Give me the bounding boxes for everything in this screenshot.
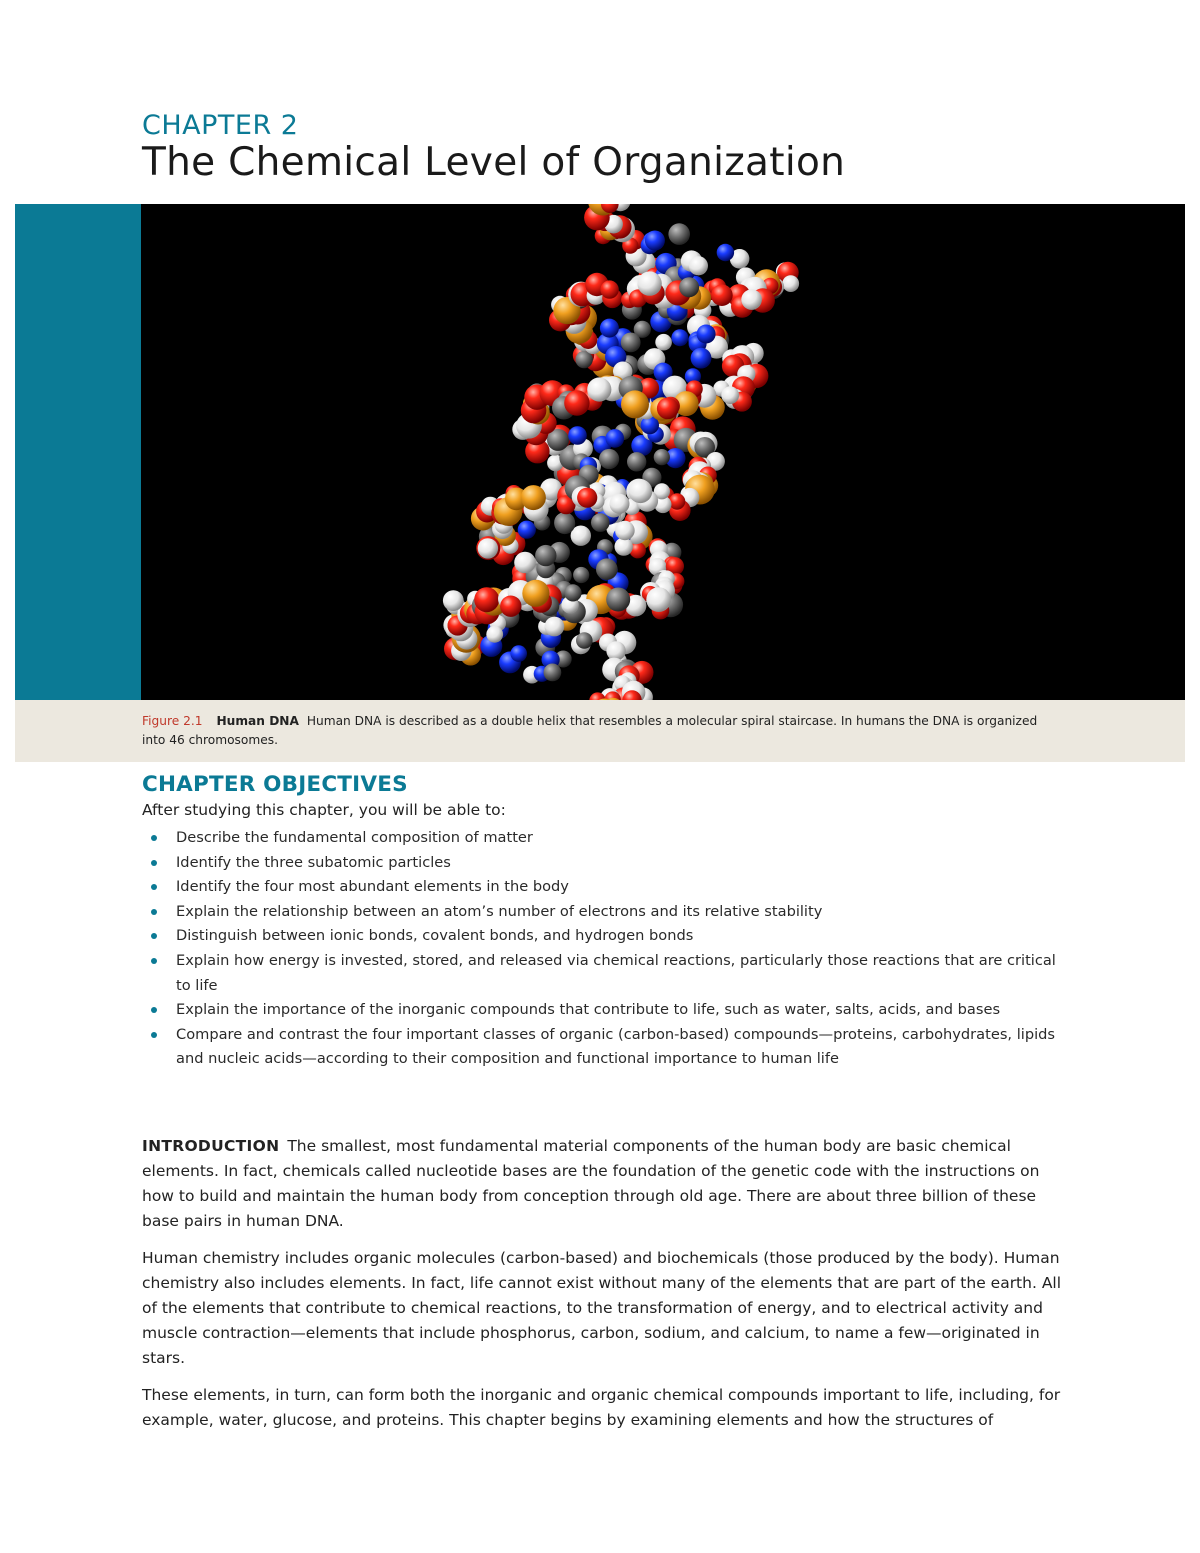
hydrogen-atom bbox=[587, 377, 611, 401]
nitrogen-atom bbox=[600, 319, 619, 338]
hydrogen-atom bbox=[655, 334, 672, 351]
bullet-icon bbox=[151, 835, 157, 841]
objective-text: Compare and contrast the four important classes of organic (carbon-based) compounds—proteins, carbohydrates, lipids and nucleic acids—according to their composition and functional importance to human life bbox=[176, 1025, 1056, 1068]
hydrogen-atom bbox=[689, 256, 708, 275]
objective-item bbox=[142, 851, 1062, 876]
objective-item bbox=[142, 875, 1062, 900]
nitrogen-atom bbox=[510, 645, 527, 662]
carbon-atom bbox=[627, 452, 646, 471]
objective-item bbox=[142, 924, 1062, 949]
intro-paragraph-text: The smallest, most fundamental material components of the human body are basic chemical elements. In fact, chemicals called nucleotide bases are the foundation of the genetic code with the instructions on how to build and maintain the human body from conception through old age. There are about three billion of these base pairs in human DNA. bbox=[142, 1137, 1040, 1230]
bullet-icon bbox=[151, 958, 157, 964]
carbon-atom bbox=[544, 664, 562, 682]
oxygen-atom bbox=[600, 280, 618, 298]
carbon-atom bbox=[554, 513, 575, 534]
carbon-atom bbox=[576, 632, 593, 649]
objectives-intro: After studying this chapter, you will be able to: bbox=[142, 801, 506, 819]
body-paragraph: Human chemistry includes organic molecules (carbon-based) and biochemicals (those produced by the body). Human chemistry also includes elements. In fact, life cannot exist without many of the elements that are part of the earth. All of the elements that contribute to chemical reactions, to the transformation of energy, and to electrical activity and muscle contraction—elements that include phosphorus, carbon, sodium, and calcium, to name a few—originated in stars. bbox=[142, 1249, 1062, 1367]
objective-item bbox=[142, 998, 1062, 1023]
objective-item bbox=[142, 826, 1062, 851]
hydrogen-atom bbox=[646, 587, 671, 612]
phosphorus-atom bbox=[522, 580, 549, 607]
oxygen-atom bbox=[577, 488, 597, 508]
objective-text: Describe the fundamental composition of matter bbox=[176, 829, 533, 846]
bullet-icon bbox=[151, 933, 157, 939]
phosphorus-atom bbox=[521, 485, 546, 510]
objective-text: Explain the importance of the inorganic compounds that contribute to life, such as water, salts, acids, and bases bbox=[176, 1001, 1001, 1019]
figure-caption bbox=[15, 700, 1185, 762]
figure-title: Human DNA bbox=[216, 714, 299, 728]
objective-text: Explain the relationship between an atom’s number of electrons and its relative stability bbox=[176, 902, 823, 920]
objective-text: Identify the four most abundant elements in the body bbox=[176, 878, 569, 896]
objective-item bbox=[142, 1023, 1062, 1072]
hydrogen-atom bbox=[629, 479, 653, 503]
nitrogen-atom bbox=[645, 231, 665, 251]
bullet-icon bbox=[151, 1007, 157, 1013]
figure bbox=[15, 204, 1185, 762]
carbon-atom bbox=[573, 567, 589, 583]
intro-paragraph bbox=[142, 1134, 1062, 1234]
nitrogen-atom bbox=[518, 521, 536, 539]
oxygen-atom bbox=[657, 398, 679, 420]
hydrogen-atom bbox=[741, 289, 762, 310]
hydrogen-atom bbox=[721, 386, 739, 404]
figure-number: Figure 2.1 bbox=[142, 714, 203, 728]
nitrogen-atom bbox=[717, 244, 734, 261]
carbon-atom bbox=[564, 584, 581, 601]
carbon-atom bbox=[654, 449, 670, 465]
nitrogen-atom bbox=[671, 329, 688, 346]
bullet-icon bbox=[151, 884, 157, 890]
objectives-list bbox=[142, 826, 1062, 1072]
objective-item bbox=[142, 900, 1062, 925]
carbon-atom bbox=[668, 223, 690, 245]
oxygen-atom bbox=[500, 596, 521, 617]
objective-text: Distinguish between ionic bonds, covalent bonds, and hydrogen bonds bbox=[176, 927, 694, 945]
figure-accent-bar bbox=[15, 204, 141, 700]
chapter-label: CHAPTER 2 bbox=[142, 110, 299, 141]
hydrogen-atom bbox=[637, 271, 661, 295]
carbon-atom bbox=[596, 558, 618, 580]
bullet-icon bbox=[151, 909, 157, 915]
intro-label: INTRODUCTION bbox=[142, 1137, 280, 1155]
nitrogen-atom bbox=[568, 426, 587, 445]
introduction-section bbox=[142, 1134, 1062, 1445]
hydrogen-atom bbox=[615, 521, 635, 541]
oxygen-atom bbox=[669, 493, 685, 509]
carbon-atom bbox=[606, 588, 630, 612]
oxygen-atom bbox=[564, 390, 589, 415]
hydrogen-atom bbox=[545, 617, 565, 637]
hydrogen-atom bbox=[514, 552, 536, 574]
hydrogen-atom bbox=[606, 641, 625, 660]
bullet-icon bbox=[151, 1032, 157, 1038]
oxygen-atom bbox=[474, 587, 499, 612]
nitrogen-atom bbox=[691, 348, 712, 369]
hydrogen-atom bbox=[486, 626, 503, 643]
nitrogen-atom bbox=[697, 325, 716, 344]
carbon-atom bbox=[679, 277, 699, 297]
hydrogen-atom bbox=[782, 275, 799, 292]
objective-item bbox=[142, 949, 1062, 998]
carbon-atom bbox=[599, 449, 619, 469]
phosphorus-atom bbox=[621, 390, 649, 418]
objective-text: Identify the three subatomic particles bbox=[176, 853, 451, 871]
dna-molecule-illustration bbox=[141, 204, 1185, 700]
carbon-atom bbox=[535, 545, 556, 566]
figure-caption-text: Human DNA is described as a double helix that resembles a molecular spiral staircase. In humans the DNA is organized into 46 chromosomes. bbox=[142, 714, 1038, 747]
carbon-atom bbox=[591, 513, 610, 532]
chapter-title: The Chemical Level of Organization bbox=[142, 140, 846, 185]
hydrogen-atom bbox=[610, 494, 630, 514]
hydrogen-atom bbox=[443, 590, 464, 611]
objective-text: Explain how energy is invested, stored, and released via chemical reactions, particularly those reactions that are critical to life bbox=[176, 951, 1056, 994]
body-paragraph: These elements, in turn, can form both the inorganic and organic chemical compounds important to life, including, for example, water, glucose, and proteins. This chapter begins by examining elements and how the structures of bbox=[142, 1386, 1061, 1429]
bullet-icon bbox=[151, 860, 157, 866]
figure-image bbox=[141, 204, 1185, 700]
hydrogen-atom bbox=[478, 538, 498, 558]
carbon-atom bbox=[621, 333, 641, 353]
nitrogen-atom bbox=[606, 429, 625, 448]
oxygen-atom bbox=[711, 284, 733, 306]
objectives-heading: CHAPTER OBJECTIVES bbox=[142, 772, 408, 797]
